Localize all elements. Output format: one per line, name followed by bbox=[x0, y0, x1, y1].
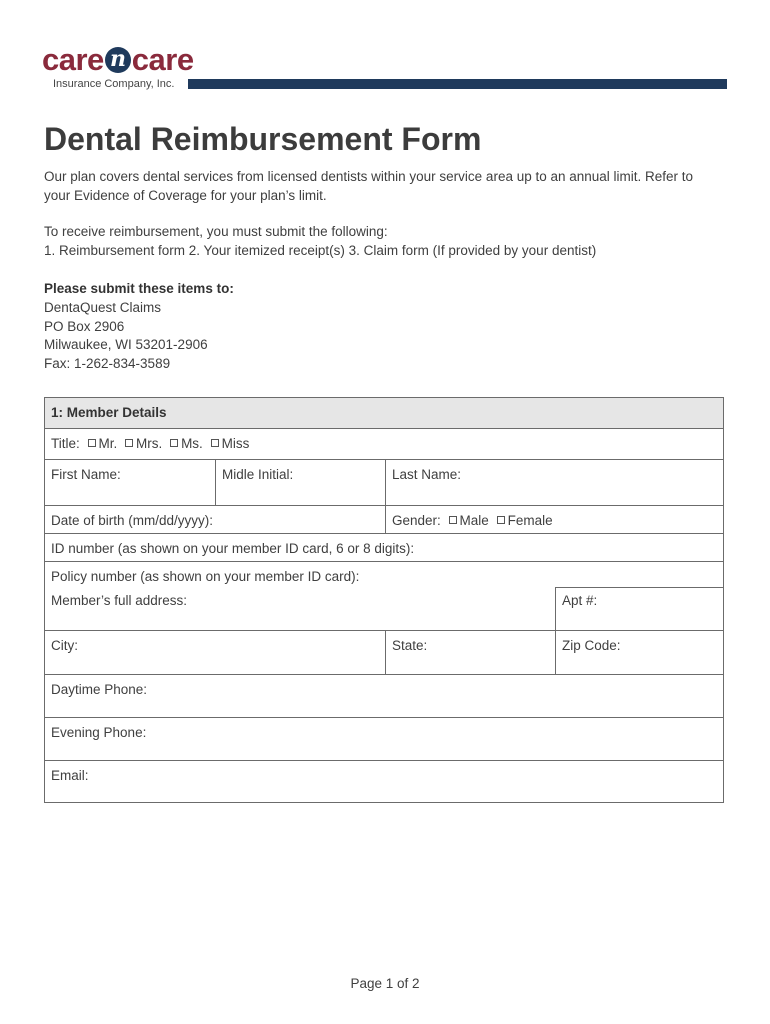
submit-name: DentaQuest Claims bbox=[44, 300, 162, 315]
logo-subtitle: Insurance Company, Inc. bbox=[53, 78, 175, 90]
checkbox-mr[interactable] bbox=[88, 439, 96, 447]
title-label: Title: bbox=[51, 436, 80, 451]
checkbox-male[interactable] bbox=[449, 516, 457, 524]
last-name-field[interactable]: Last Name: bbox=[392, 467, 462, 482]
gender-option-male: Male bbox=[459, 513, 489, 528]
header-divider-bar bbox=[188, 79, 727, 89]
checkbox-ms[interactable] bbox=[170, 439, 178, 447]
state-field[interactable]: State: bbox=[392, 638, 428, 653]
checkbox-female[interactable] bbox=[497, 516, 505, 524]
section-heading: 1: Member Details bbox=[45, 398, 723, 428]
policy-number-field[interactable]: Policy number (as shown on your member ID card): bbox=[51, 569, 360, 584]
intro-line-1: Our plan covers dental services from licensed dentists within your service area up to an annual limit. Refer to bbox=[44, 169, 694, 184]
page-title: Dental Reimbursement Form bbox=[44, 121, 482, 157]
logo-text-left: care bbox=[42, 42, 104, 77]
intro-line-3: To receive reimbursement, you must submit the following: bbox=[44, 224, 388, 239]
evening-phone-field[interactable]: Evening Phone: bbox=[51, 725, 147, 740]
gender-field[interactable] bbox=[386, 506, 723, 533]
apt-field[interactable]: Apt #: bbox=[562, 593, 598, 608]
submit-heading: Please submit these items to: bbox=[44, 281, 234, 296]
member-details-table bbox=[44, 397, 724, 803]
address-field[interactable]: Member’s full address: bbox=[51, 593, 188, 608]
checkbox-mrs[interactable] bbox=[125, 439, 133, 447]
email-field[interactable]: Email: bbox=[51, 768, 89, 783]
company-logo bbox=[42, 40, 194, 96]
page-number: Page 1 of 2 bbox=[350, 976, 420, 991]
title-option-ms: Ms. bbox=[181, 436, 203, 451]
daytime-phone-field[interactable]: Daytime Phone: bbox=[51, 682, 148, 697]
logo-wordmark bbox=[42, 40, 194, 80]
id-number-field[interactable]: ID number (as shown on your member ID card, 6 or 8 digits): bbox=[51, 541, 415, 556]
gender-label: Gender: bbox=[392, 513, 441, 528]
first-name-field[interactable]: First Name: bbox=[51, 467, 121, 482]
logo-text-right: care bbox=[131, 42, 194, 77]
zip-code-field[interactable]: Zip Code: bbox=[562, 638, 621, 653]
gender-option-female: Female bbox=[507, 513, 553, 528]
logo-n-mark: n bbox=[105, 47, 131, 73]
title-option-miss: Miss bbox=[221, 436, 250, 451]
intro-line-4: 1. Reimbursement form 2. Your itemized receipt(s) 3. Claim form (If provided by your dentist) bbox=[44, 243, 597, 258]
submit-po-box: PO Box 2906 bbox=[44, 319, 125, 334]
dob-field[interactable]: Date of birth (mm/dd/yyyy): bbox=[51, 513, 214, 528]
title-option-mrs: Mrs. bbox=[136, 436, 163, 451]
city-field[interactable]: City: bbox=[51, 638, 78, 653]
checkbox-miss[interactable] bbox=[211, 439, 219, 447]
submit-city: Milwaukee, WI 53201-2906 bbox=[44, 337, 208, 352]
submit-fax: Fax: 1-262-834-3589 bbox=[44, 356, 171, 371]
title-option-mr: Mr. bbox=[98, 436, 118, 451]
middle-initial-field[interactable]: Midle Initial: bbox=[222, 467, 294, 482]
title-field[interactable] bbox=[45, 429, 723, 459]
intro-line-2: your Evidence of Coverage for your plan’s limit. bbox=[44, 188, 327, 203]
